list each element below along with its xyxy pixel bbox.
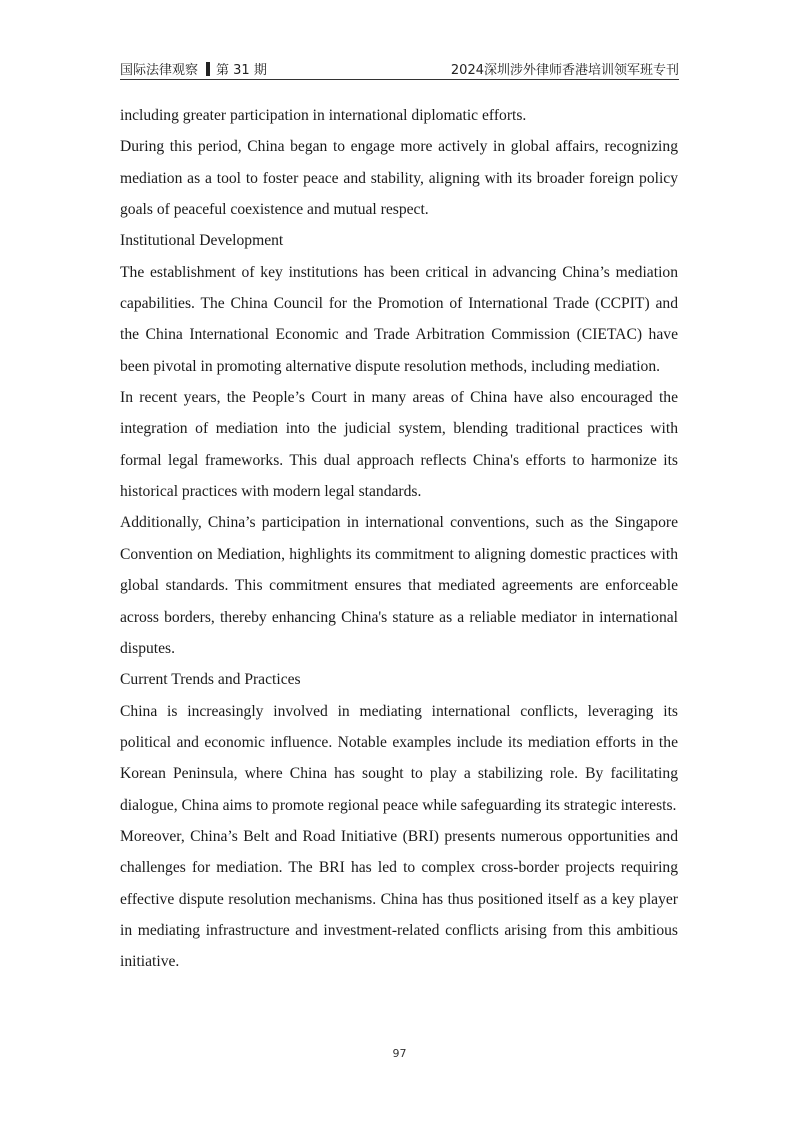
paragraph: Moreover, China’s Belt and Road Initiative (BRI) presents numerous opportunities and challenges for mediation. The BRI has led to complex cross-border projects requiring effective dispute resolution mechanisms. China has thus positioned itself as a key player in mediating infrastructure and investment-related conflicts arising from this ambitious initiative. <box>120 827 678 971</box>
page-number: 97 <box>392 1047 407 1060</box>
paragraph: The establishment of key institutions has been critical in advancing China’s mediation capabilities. The China Council for the Promotion of International Trade (CCPIT) and the China International Economic and Trade Arbitration Commission (CIETAC) have been pivotal in promoting alternative dispute resolution methods, including mediation. <box>120 263 678 375</box>
paragraph: including greater participation in international diplomatic efforts. <box>120 107 527 124</box>
page-header <box>120 59 679 79</box>
special-issue-title: 2024深圳涉外律师香港培训领军班专刊 <box>450 63 679 78</box>
paragraph: China is increasingly involved in mediating international conflicts, leveraging its political and economic influence. Notable examples include its mediation efforts in the Korean Peninsula, where China has sought to play a stabilizing role. By facilitating dialogue, China aims to promote regional peace while safeguarding its strategic interests. <box>120 702 678 814</box>
header-divider <box>120 79 679 80</box>
issue-number: 第 31 期 <box>216 63 267 78</box>
journal-title: 国际法律观察 <box>120 63 199 78</box>
section-heading: Current Trends and Practices <box>120 671 301 689</box>
paragraph: In recent years, the People’s Court in many areas of China have also encouraged the integration of mediation into the judicial system, blending traditional practices with formal legal frameworks. This dual approach reflects China's efforts to harmonize its historical practices with modern legal standards. <box>120 389 678 501</box>
header-left <box>120 59 267 78</box>
body-text <box>120 100 678 978</box>
header-separator <box>206 62 210 76</box>
paragraph: Additionally, China’s participation in international conventions, such as the Singapore Convention on Mediation, highlights its commitment to aligning domestic practices with global standards. This commitment ensures that mediated agreements are enforceable across borders, thereby enhancing China's stature as a reliable mediator in international disputes. <box>120 514 678 657</box>
section-heading: Institutional Development <box>120 232 284 250</box>
paragraph: During this period, China began to engage more actively in global affairs, recognizing mediation as a tool to foster peace and stability, aligning with its broader foreign policy goals of peaceful coexistence and mutual respect. <box>120 138 678 219</box>
